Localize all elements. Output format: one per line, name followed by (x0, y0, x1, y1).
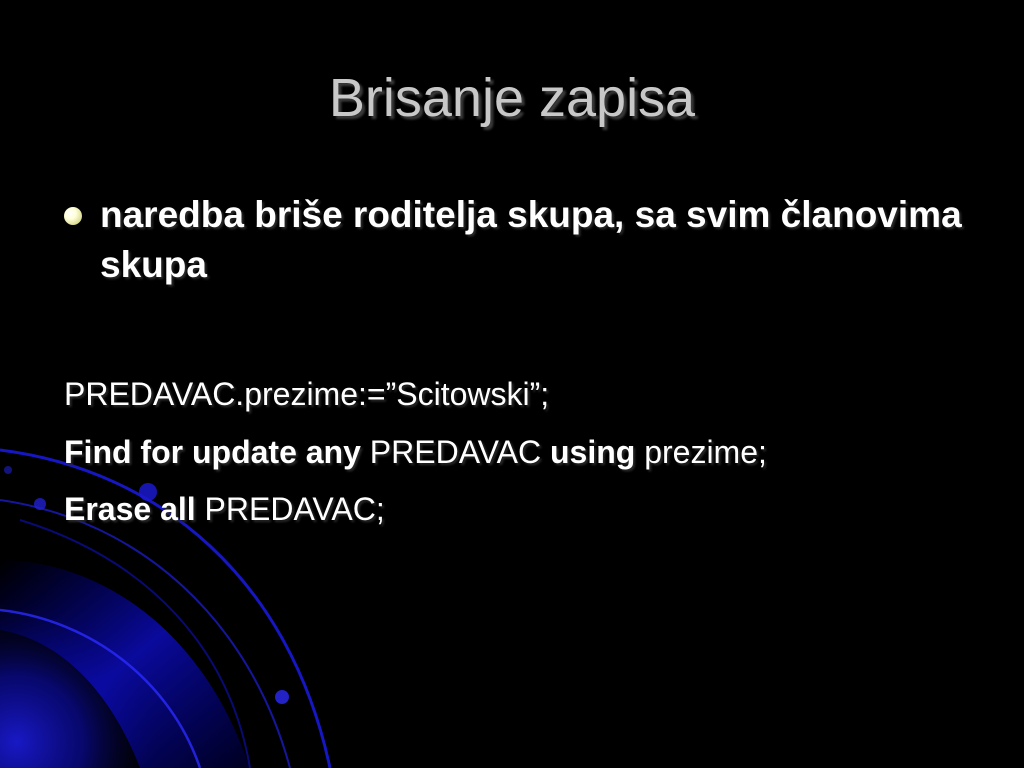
code-keyword-erase: Erase all (64, 491, 196, 527)
bullet-list (62, 190, 962, 290)
code-line-find (64, 432, 767, 472)
code-text-field: prezime; (635, 434, 767, 470)
bullet-dot-icon (64, 207, 82, 225)
swirl-dot-4 (4, 466, 12, 474)
swirl-dot-1 (34, 498, 46, 510)
code-keyword-find: Find for update any (64, 434, 361, 470)
code-line-erase (64, 489, 385, 529)
code-keyword-using: using (549, 434, 636, 470)
swirl-dot-3 (275, 690, 289, 704)
slide-title: Brisanje zapisa (328, 68, 696, 128)
code-text-record: PREDAVAC (360, 434, 550, 470)
code-text-erase-record: PREDAVAC; (195, 491, 385, 527)
code-line-assign: PREDAVAC.prezime:=”Scitowski”; (64, 376, 550, 412)
bullet-item-text: naredba briše roditelja skupa, sa svim članovima skupa (100, 194, 962, 285)
